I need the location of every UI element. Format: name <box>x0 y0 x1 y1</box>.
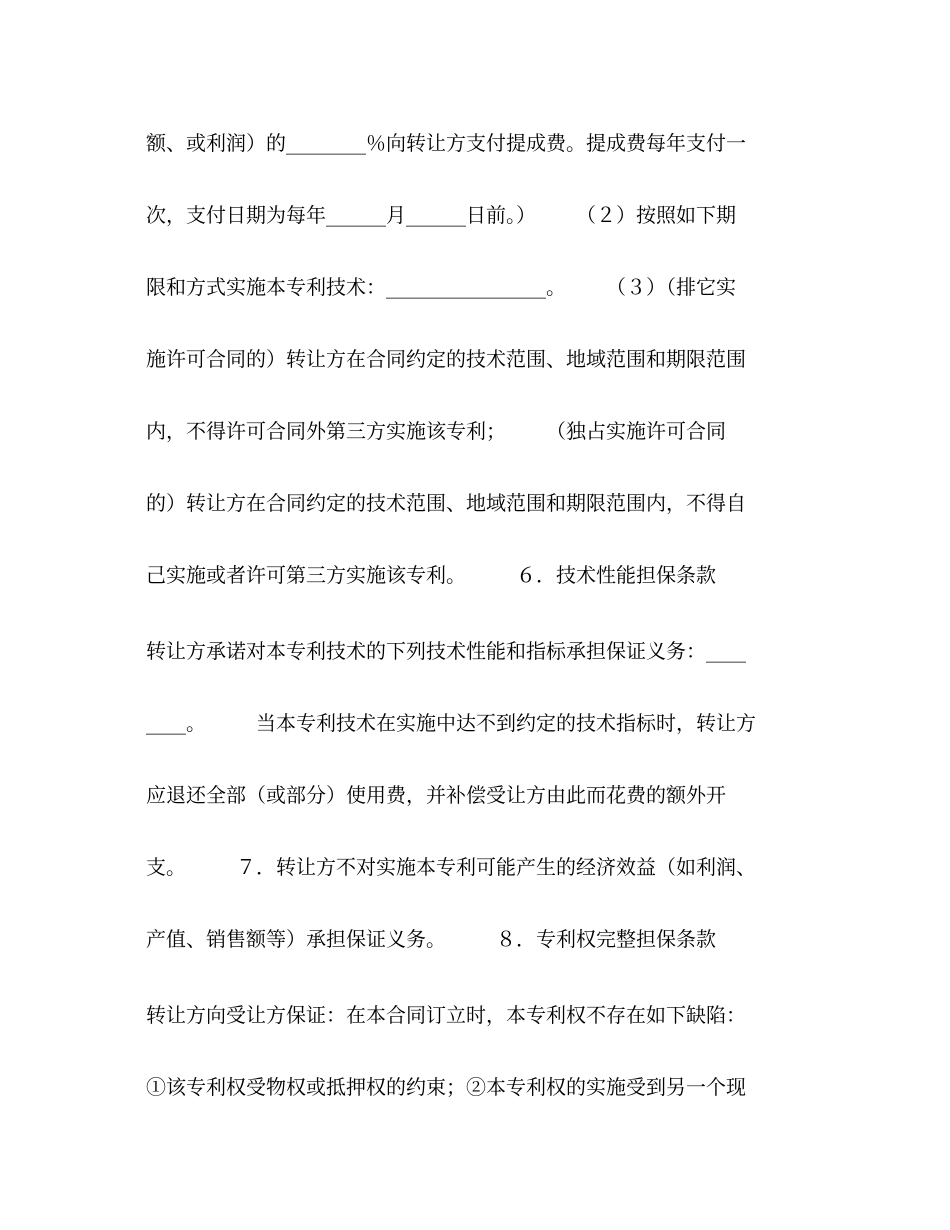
text-line-11: 支。 ７．转让方不对实施本专利可能产生的经济效益（如利润、 <box>146 855 756 879</box>
text-line-10: 应退还全部（或部分）使用费，并补偿受让方由此而花费的额外开 <box>146 783 726 807</box>
text-line-14: ①该专利权受物权或抵押权的约束；②本专利权的实施受到另一个现 <box>146 1075 746 1099</box>
text-line-9: ____。 当本专利技术在实施中达不到约定的技术指标时，转让方 <box>146 711 756 735</box>
text-line-1: 额、或利润）的________％向转让方支付提成费。提成费每年支付一 <box>146 131 746 155</box>
text-line-3: 限和方式实施本专利技术：________________。 （３）（排它实 <box>146 275 736 299</box>
text-line-13: 转让方向受让方保证：在本合同订立时，本专利权不存在如下缺陷： <box>146 1003 746 1027</box>
text-line-8: 转让方承诺对本专利技术的下列技术性能和指标承担保证义务：____ <box>146 639 746 663</box>
text-line-7: 己实施或者许可第三方实施该专利。 ６．技术性能担保条款 <box>146 563 716 587</box>
text-line-2: 次，支付日期为每年______月______日前。） （２）按照如下期 <box>146 203 736 227</box>
text-line-4: 施许可合同的）转让方在合同约定的技术范围、地域范围和期限范围 <box>146 347 746 371</box>
text-line-12: 产值、销售额等）承担保证义务。 ８．专利权完整担保条款 <box>146 927 716 951</box>
text-line-5: 内，不得许可合同外第三方实施该专利； （独占实施许可合同 <box>146 419 726 443</box>
text-line-6: 的）转让方在合同约定的技术范围、地域范围和期限范围内，不得自 <box>146 491 746 515</box>
